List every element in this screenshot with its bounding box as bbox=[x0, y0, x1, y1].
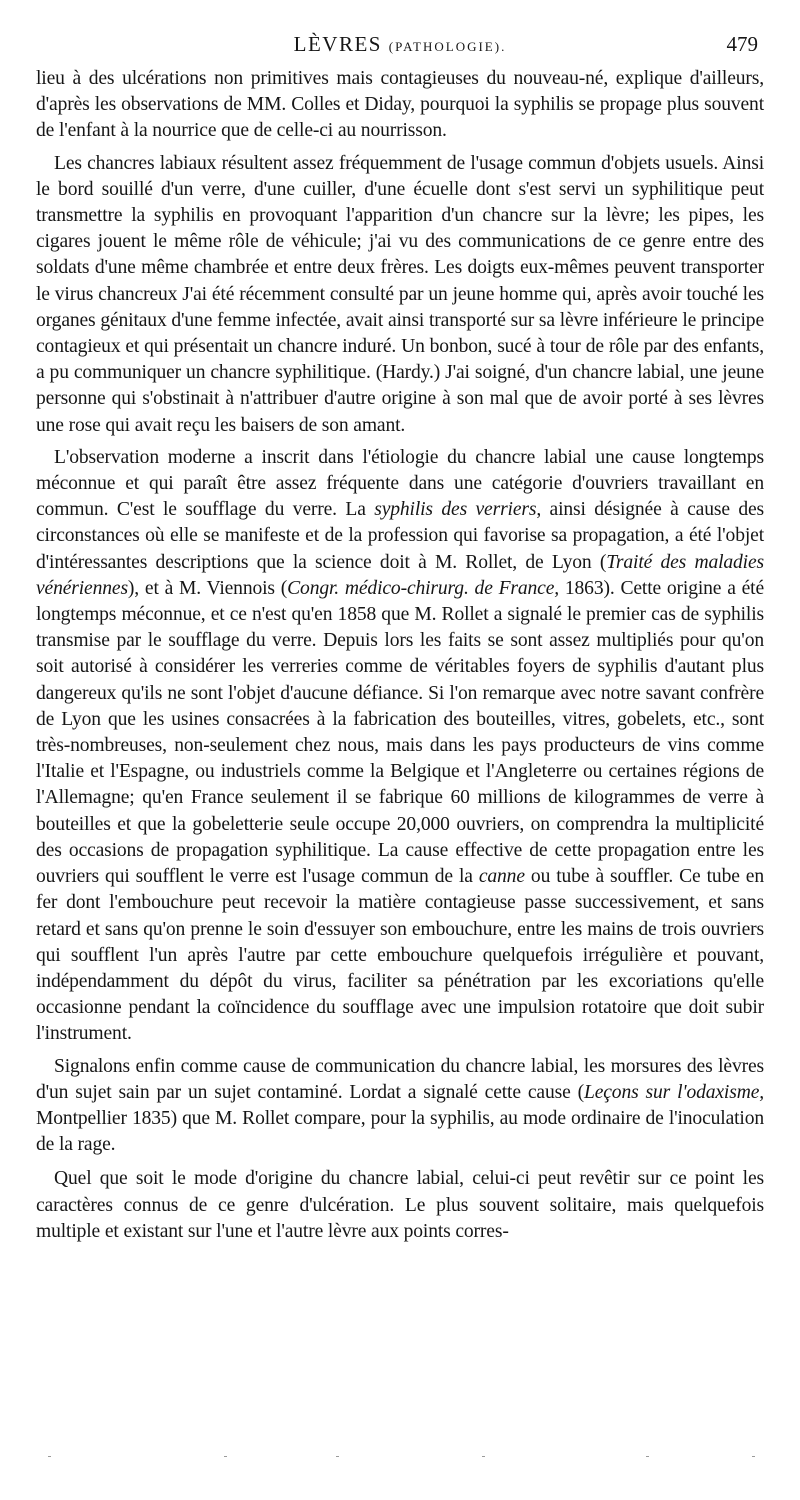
running-head-subtitle: (PATHOLOGIE). bbox=[388, 39, 507, 54]
paragraph-contagion-objects bbox=[36, 151, 764, 439]
running-head-title bbox=[36, 32, 764, 57]
italic-text: syphilis des verriers bbox=[374, 499, 537, 521]
paragraph-bites bbox=[36, 1054, 764, 1159]
running-head bbox=[36, 30, 764, 64]
body-text-span: 1863). Cette origine a été longtemps méconnue, et ce n'est qu'en 1858 que M. Rollet a signalé le premier cas de syphilis transmise par le soufflage du verre. Depuis lors les faits se sont assez multipliés pour qu'on soit autorisé à considérer les verreries comme de véritables foyers de syphilis d'autant plus dangereux qu'ils ne sont l'objet d'aucune défiance. Si l'on remarque avec notre savant confrère de Lyon que les usines consacrées à la fabrication des bouteilles, vitres, gobelets, etc., sont très-nombreuses, non-seulement chez nous, mais dans les pays producteurs de vins comme l'Italie et l'Espagne, ou industriels comme la Belgique et l'Angleterre ou certaines régions de l'Allemagne; qu'en France seulement il se fabrique 60 millions de kilogrammes de verre à bouteilles et que la gobeletterie seule occupe 20,000 ouvriers, on comprendra la multiplicité des occasions de propagation syphilitique. La cause effective de cette propagation entre les ouvriers qui soufflent le verre est l'usage commun de la bbox=[36, 577, 764, 888]
scan-speckles bbox=[36, 1456, 764, 1460]
italic-text: Congr. médico-chirurg. de France, bbox=[287, 577, 560, 599]
body-text-span: L'observation moderne a inscrit dans l'étiologie du chancre labial une cause longtemps méconnue et qui paraît être assez fréquente dans une catégorie d'ouvriers travaillant en commun. C'est le soufflage du verre. La bbox=[36, 446, 764, 521]
body-text-span: , ainsi désignée à cause des circonstances où elle se manifeste et de la profession qui favorise sa propagation, a été l'objet d'intéressantes descriptions que la science doit à M. Rollet, de Lyon ( bbox=[36, 499, 764, 573]
body-text-span: Signalons enfin comme cause de communication du chancre labial, les morsures des lèvres d'un sujet sain par un sujet contaminé. Lordat a signalé cette cause ( bbox=[36, 1055, 764, 1103]
body-text-span: Montpellier 1835) que M. Rollet compare, pour la syphilis, au mode ordinaire de l'inoculation de la rage. bbox=[36, 1107, 764, 1156]
body-text-span: Les chancres labiaux résultent assez fréquemment de l'usage commun d'objets usuels. Ainsi le bord souillé d'un verre, d'une cuiller, d'une écuelle dont s'est servi un syphilitique peut transmettre la syphilis en provoquant l'apparition d'un chancre sur la lèvre; les pipes, les cigares jouent le même rôle de véhicule; j'ai vu des communications de ce genre entre des soldats d'une même chambrée et entre deux frères. Les doigts eux-mêmes peuvent transporter le virus chancreux J'ai été récemment consulté par un jeune homme qui, après avoir touché les organes génitaux d'une femme infectée, avait ainsi transporté sur sa lèvre inférieure le principe contagieux et qui présentait un chancre induré. Un bonbon, sucé à tour de rôle par des enfants, a pu communiquer un chancre syphilitique. (Hardy.) J'ai soigné, d'un chancre labial, une jeune personne qui s'obstinait à n'attribuer d'autre origine à son mal que de avoir porté à ses lèvres une rose qui avait reçu les baisers de son amant. bbox=[36, 152, 764, 436]
paragraph-chancre-characters bbox=[36, 1166, 764, 1245]
italic-text: Traité des maladies vénériennes bbox=[36, 551, 764, 599]
italic-text: Leçons sur l'odaxisme, bbox=[583, 1081, 764, 1103]
paragraph-continued bbox=[36, 66, 764, 145]
page-number: 479 bbox=[726, 32, 758, 56]
body-text-span: lieu à des ulcérations non primitives mais contagieuses du nouveau-né, explique d'ailleurs, d'après les observations de MM. Colles et Diday, pourquoi la syphilis se propage plus souvent de l'enfant à la nourrice que de celle-ci au nourrisson. bbox=[36, 68, 764, 142]
body-text-span: Quel que soit le mode d'origine du chancre labial, celui-ci peut revêtir sur ce point les caractères connus de ce genre d'ulcération. Le plus souvent solitaire, mais quelquefois multiple et existant sur l'une et l'autre lèvre aux points corres- bbox=[36, 1168, 764, 1242]
body-text-span: ou tube à souffler. Ce tube en fer dont l'embouchure peut recevoir la matière contagieuse passe successivement, et sans retard et sans qu'on prenne le soin d'essuyer son embouchure, entre les mains de trois ouvriers qui soufflent l'un après l'autre par cette embouchure quelquefois irrégulière et pouvant, indépendamment du dépôt du virus, faciliter sa pénétration par les excoriations qu'elle occasionne pendant la coïncidence du soufflage avec une impulsion rotatoire que doit subir l'instrument. bbox=[36, 866, 764, 1045]
body-text bbox=[36, 66, 764, 1245]
paragraph-glass-blowers bbox=[36, 445, 764, 1048]
body-text-span: ), et à M. Viennois ( bbox=[127, 577, 288, 599]
running-head-title-text: LÈVRES bbox=[293, 32, 382, 56]
italic-text: canne bbox=[478, 866, 525, 888]
